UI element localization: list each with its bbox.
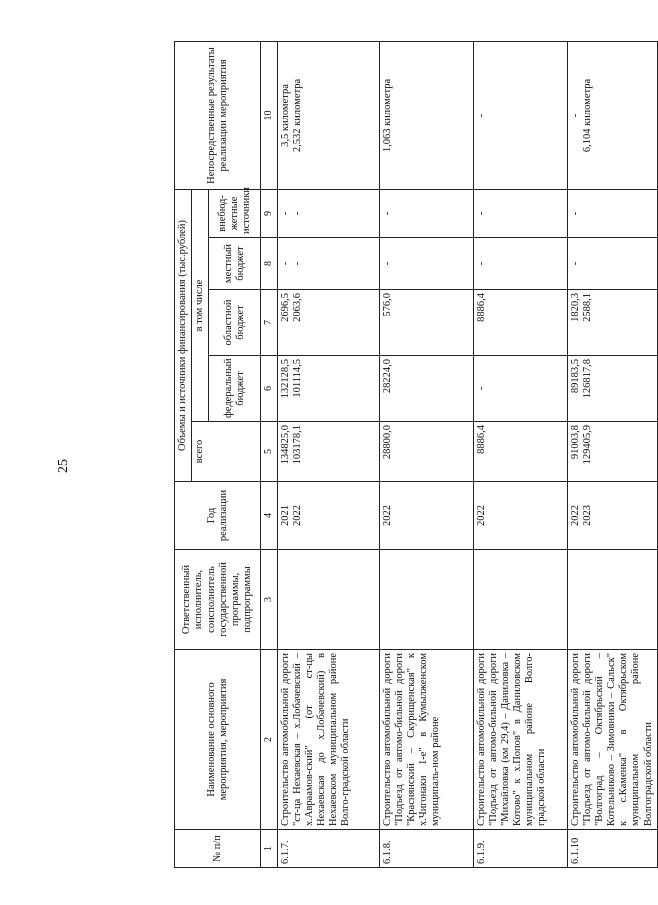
row-name: Строительство автомобильной дороги "Подъезд от автомо-бильной дороги "Краснянский – Скурищенская" к х.Чигонаки 1-е" в Кумылженском муниципаль-ном районе — [380, 650, 474, 830]
row-local: - — [474, 238, 568, 290]
row-years: 2022 2023 — [568, 482, 657, 550]
row-federal: 28224,0 — [380, 356, 474, 422]
col-number: 2 — [261, 650, 278, 830]
row-total: 91003,8 129405,9 — [568, 422, 657, 482]
financing-table — [174, 41, 658, 868]
col-number: 7 — [261, 290, 278, 356]
header-financing: Объемы и источники финансирования (тыс.рублей) — [175, 189, 192, 481]
row-total: 28800,0 — [380, 422, 474, 482]
row-total: 134825,0 103178,1 — [278, 422, 380, 482]
col-number: 3 — [261, 550, 278, 650]
col-number: 10 — [261, 41, 278, 189]
row-federal: - — [474, 356, 568, 422]
row-name: Строительство автомобильной дороги "Подъезд от автомо-бильной дороги "Волгоград – Октябрьский – Котельниково – Зимовники – Сальск" к с.Каменка" в Октябрьском муниципальном районе Волгоградской области — [568, 650, 657, 830]
row-federal: 132128,5 101114,5 — [278, 356, 380, 422]
header-incl: в том числе — [192, 189, 209, 421]
column-number-row — [261, 41, 278, 867]
row-extrabudget: - - — [278, 189, 380, 237]
rotated-table-wrapper — [174, 0, 654, 905]
row-regional: 8886,4 — [474, 290, 568, 356]
header-name: Наименование основного мероприятия, мероприятия — [175, 650, 261, 830]
page-number: 25 — [56, 459, 71, 473]
row-executor — [278, 550, 380, 650]
row-number: 6.1.8. — [380, 830, 474, 868]
table-row — [380, 41, 474, 867]
header-regional: областной бюджет — [209, 290, 261, 356]
header-executor: Ответственный исполнитель, соисполнитель государственной программы, подпрограммы — [175, 550, 261, 650]
col-number: 8 — [261, 238, 278, 290]
col-number: 4 — [261, 482, 278, 550]
row-number: 6.1.9. — [474, 830, 568, 868]
row-executor — [474, 550, 568, 650]
row-result: - 6,104 километра — [568, 41, 657, 189]
row-result: 3,5 километра 2,532 километра — [278, 41, 380, 189]
row-years: 2022 — [474, 482, 568, 550]
header-extrabudget: внебюд-жетные источники — [209, 189, 261, 237]
row-local: - — [380, 238, 474, 290]
header-year: Год реализации — [175, 482, 261, 550]
col-number: 9 — [261, 189, 278, 237]
row-name: Строительство автомобильной дороги "ст-ца Нехаевская – х.Лобачевский – х.Авраамов-ский" (от ст-цы Нехаевская до х.Лобачевский) в Нехаевском муниципальном районе Волго-градской области — [278, 650, 380, 830]
table-row — [278, 41, 380, 867]
col-number: 1 — [261, 830, 278, 868]
row-name: Строительство автомобильной дороги "Подъезд от автомо-бильной дороги "Михайловка (км 29,4) – Даниловка – Котово" к х.Попов" в Даниловском муниципальном районе Волго-градской области — [474, 650, 568, 830]
row-federal: 89183,5 126817,8 — [568, 356, 657, 422]
row-local: - — [568, 238, 657, 290]
table-row — [568, 41, 657, 867]
row-executor — [380, 550, 474, 650]
row-number: 6.1.7. — [278, 830, 380, 868]
header-total: всего — [192, 422, 261, 482]
header-num: № п/п — [175, 830, 261, 868]
row-extrabudget: - — [568, 189, 657, 237]
table-row — [474, 41, 568, 867]
row-total: 8886,4 — [474, 422, 568, 482]
row-extrabudget: - — [380, 189, 474, 237]
row-result: 1,063 километра — [380, 41, 474, 189]
row-number: 6.1.10 — [568, 830, 657, 868]
row-regional: 1820,3 2588,1 — [568, 290, 657, 356]
header-local: местный бюджет — [209, 238, 261, 290]
row-result: - — [474, 41, 568, 189]
row-local: - - — [278, 238, 380, 290]
row-regional: 576,0 — [380, 290, 474, 356]
header-federal: федеральный бюджет — [209, 356, 261, 422]
header-result: Непосредственные результаты реализации мероприятия — [175, 41, 261, 189]
row-extrabudget: - — [474, 189, 568, 237]
col-number: 6 — [261, 356, 278, 422]
row-executor — [568, 550, 657, 650]
row-years: 2022 — [380, 482, 474, 550]
row-years: 2021 2022 — [278, 482, 380, 550]
row-regional: 2696,5 2063,6 — [278, 290, 380, 356]
col-number: 5 — [261, 422, 278, 482]
